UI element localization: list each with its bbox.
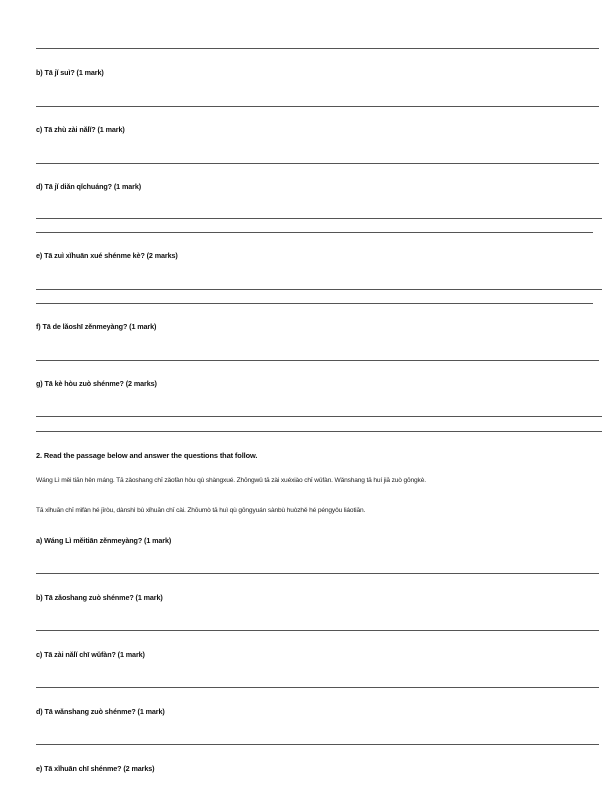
answer-line[interactable] (36, 163, 599, 164)
passage-question-c: c) Tā zài nǎlǐ chī wǔfàn? (1 mark) (36, 650, 145, 659)
section-heading: 2. Read the passage below and answer the questions that follow. (36, 451, 258, 460)
passage-question-a: a) Wáng Lì měitiān zěnmeyàng? (1 mark) (36, 536, 172, 545)
answer-line[interactable] (36, 744, 599, 745)
question-c: c) Tā zhù zài nǎlǐ? (1 mark) (36, 125, 125, 134)
answer-line[interactable] (36, 232, 593, 233)
question-b: b) Tā jǐ suì? (1 mark) (36, 68, 104, 77)
answer-line[interactable] (36, 573, 599, 574)
question-f: f) Tā de lǎoshī zěnmeyàng? (1 mark) (36, 322, 157, 331)
passage-line-2: Tā xǐhuān chī mǐfàn hé jīròu, dànshì bù xǐhuān chī cài. Zhōumò tā huì qù gōngyuán sànbù huòzhě hé péngyǒu liáotiān. (36, 507, 366, 514)
answer-line[interactable] (36, 431, 602, 432)
answer-line[interactable] (36, 630, 599, 631)
answer-line[interactable] (36, 360, 599, 361)
question-d: d) Tā jǐ diǎn qǐchuáng? (1 mark) (36, 182, 142, 191)
passage-line-1: Wáng Lì měi tiān hěn máng. Tā zǎoshang chī zǎofàn hòu qù shàngxué. Zhōngwǔ tā zài xuéxiào chī wǔfàn. Wǎnshang tā huí jiā zuò gōngkè. (36, 477, 426, 484)
answer-line[interactable] (36, 48, 599, 49)
passage-question-d: d) Tā wǎnshang zuò shénme? (1 mark) (36, 707, 165, 716)
answer-line[interactable] (36, 106, 599, 107)
question-e: e) Tā zuì xǐhuān xué shénme kè? (2 marks) (36, 251, 178, 260)
answer-line[interactable] (36, 303, 593, 304)
passage-question-b: b) Tā zǎoshang zuò shénme? (1 mark) (36, 593, 163, 602)
answer-line[interactable] (36, 218, 602, 219)
answer-line[interactable] (36, 416, 602, 417)
answer-line[interactable] (36, 289, 602, 290)
passage-question-e: e) Tā xǐhuān chī shénme? (2 marks) (36, 764, 155, 773)
answer-line[interactable] (36, 687, 599, 688)
question-g: g) Tā kè hòu zuò shénme? (2 marks) (36, 379, 157, 388)
